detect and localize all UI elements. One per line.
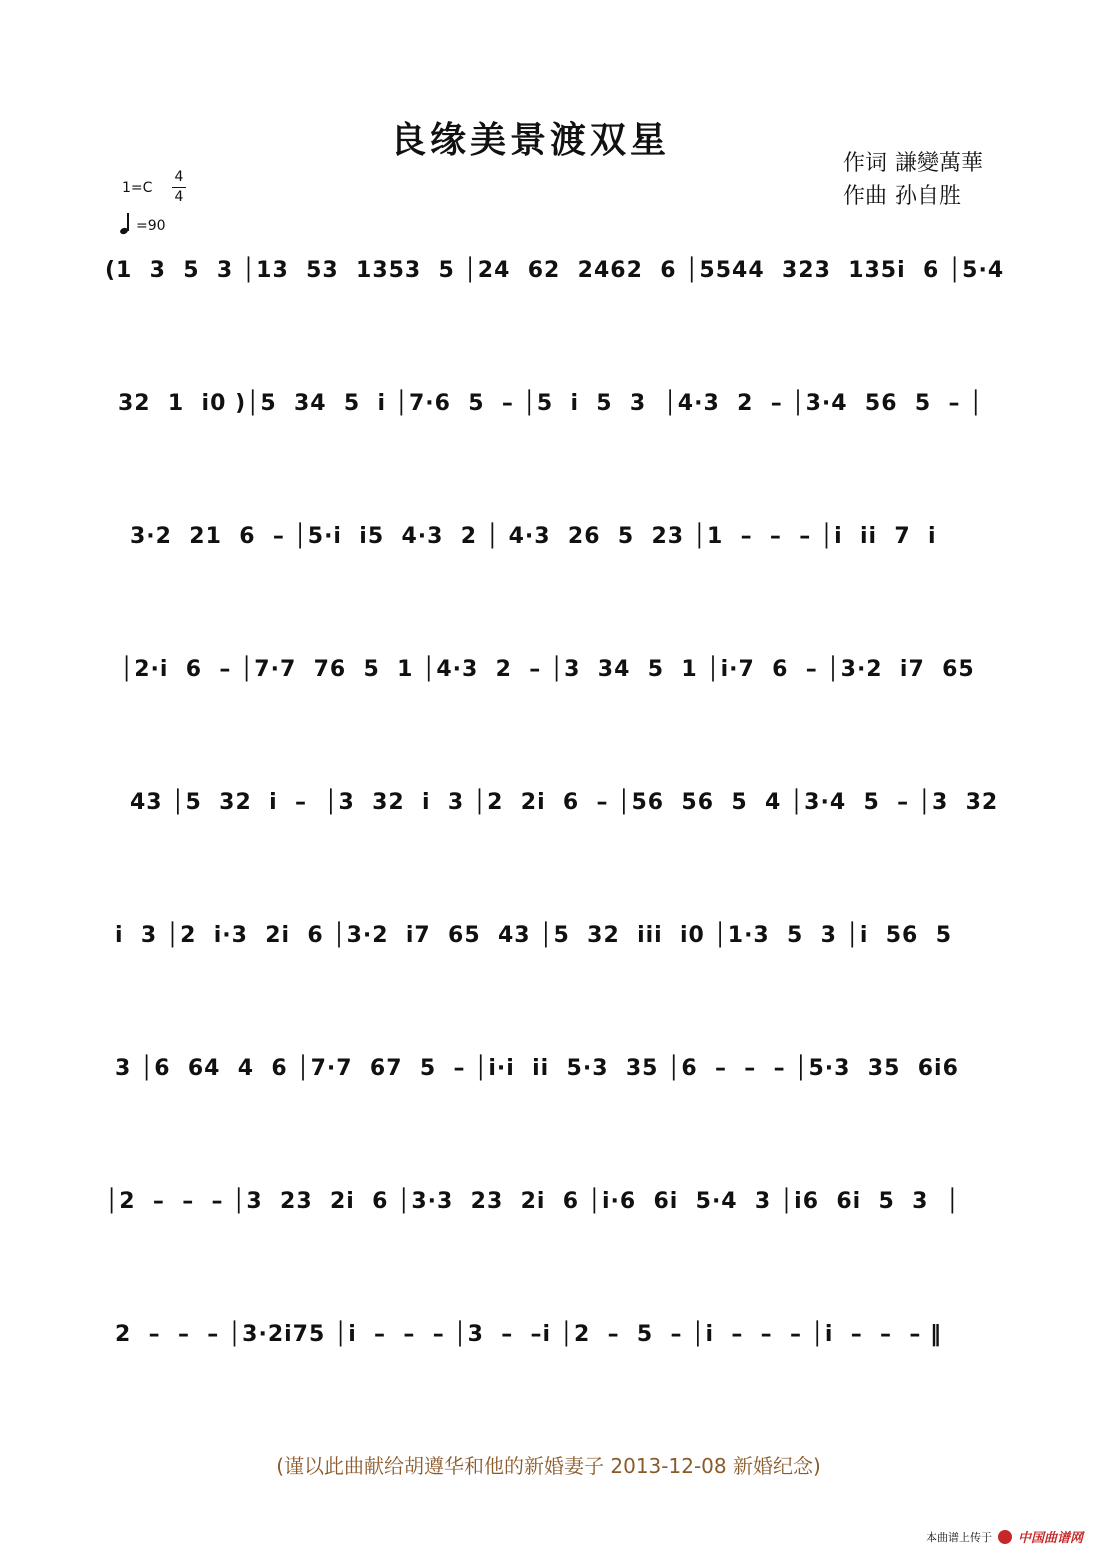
line-notes: i 3 │2 i·3 2i 6 │3·2 i7 65 43 │5 32 iii i0 │1·3 5 3 │i 56 5 [115,923,952,948]
score-line-9 [0,1314,1097,1364]
time-signature [172,169,186,206]
meter-top: 4 [174,169,184,185]
composer-row [843,180,991,213]
tempo-value: =90 [136,218,166,234]
site-brand[interactable]: 中国曲谱网 [1017,1531,1083,1546]
score-line-5 [0,782,1097,832]
footer-watermark [926,1527,1083,1546]
line-notes: (1 3 5 3 │13 53 1353 5 │24 62 2462 6 │5544 323 135i 6 │5·4 [105,258,1005,283]
line-notes: │2·i 6 – │7·7 76 5 1 │4·3 2 – │3 34 5 1 │i·7 6 – │3·2 i7 65 [120,657,975,682]
meter-divider [172,187,186,188]
line-notes: 3·2 21 6 – │5·i i5 4·3 2 │ 4·3 26 5 23 │1 – – – │i ii 7 i [130,524,937,549]
key-signature: 1=C [122,180,153,196]
line-notes: 2 – – – │3·2i75 │i – – – │3 – –i │2 – 5 – │i – – – │i – – – ‖ [115,1322,943,1347]
dedication-note: (谨以此曲献给胡遵华和他的新婚妻子 2013-12-08 新婚纪念) [276,1454,821,1478]
site-logo-icon [998,1530,1012,1544]
credits [843,147,991,213]
composer-label: 作曲 [843,184,888,209]
upload-text: 本曲谱上传于 [925,1530,992,1544]
score-line-6 [0,915,1097,965]
lyricist-name: 謙變萬華 [895,151,984,176]
line-notes: │2 – – – │3 23 2i 6 │3·3 23 2i 6 │i·6 6i 5·4 3 │i6 6i 5 3 │ [105,1189,960,1214]
line-notes: 3 │6 64 4 6 │7·7 67 5 – │i·i ii 5·3 35 │6 – – – │5·3 35 6i6 [115,1056,959,1081]
score-line-3 [0,516,1097,566]
tempo-marking [120,212,166,234]
line-notes: 32 1 i0 )│5 34 5 i │7·6 5 – │5 i 5 3 │4·3 2 – │3·4 56 5 – │ [118,391,984,416]
lyricist-row [843,147,991,180]
composer-name: 孙自胜 [895,184,962,209]
score-line-7 [0,1048,1097,1098]
meter-bottom: 4 [174,189,184,205]
score-line-4 [0,649,1097,699]
score-line-8 [0,1181,1097,1231]
score-title: 良缘美景渡双星 [389,120,670,161]
score-line-1 [0,250,1097,300]
line-notes: 43 │5 32 i – │3 32 i 3 │2 2i 6 – │56 56 5 4 │3·4 5 – │3 32 [130,790,999,815]
quarter-note-icon [120,212,132,234]
score-line-2 [0,383,1097,433]
lyricist-label: 作词 [843,151,888,176]
